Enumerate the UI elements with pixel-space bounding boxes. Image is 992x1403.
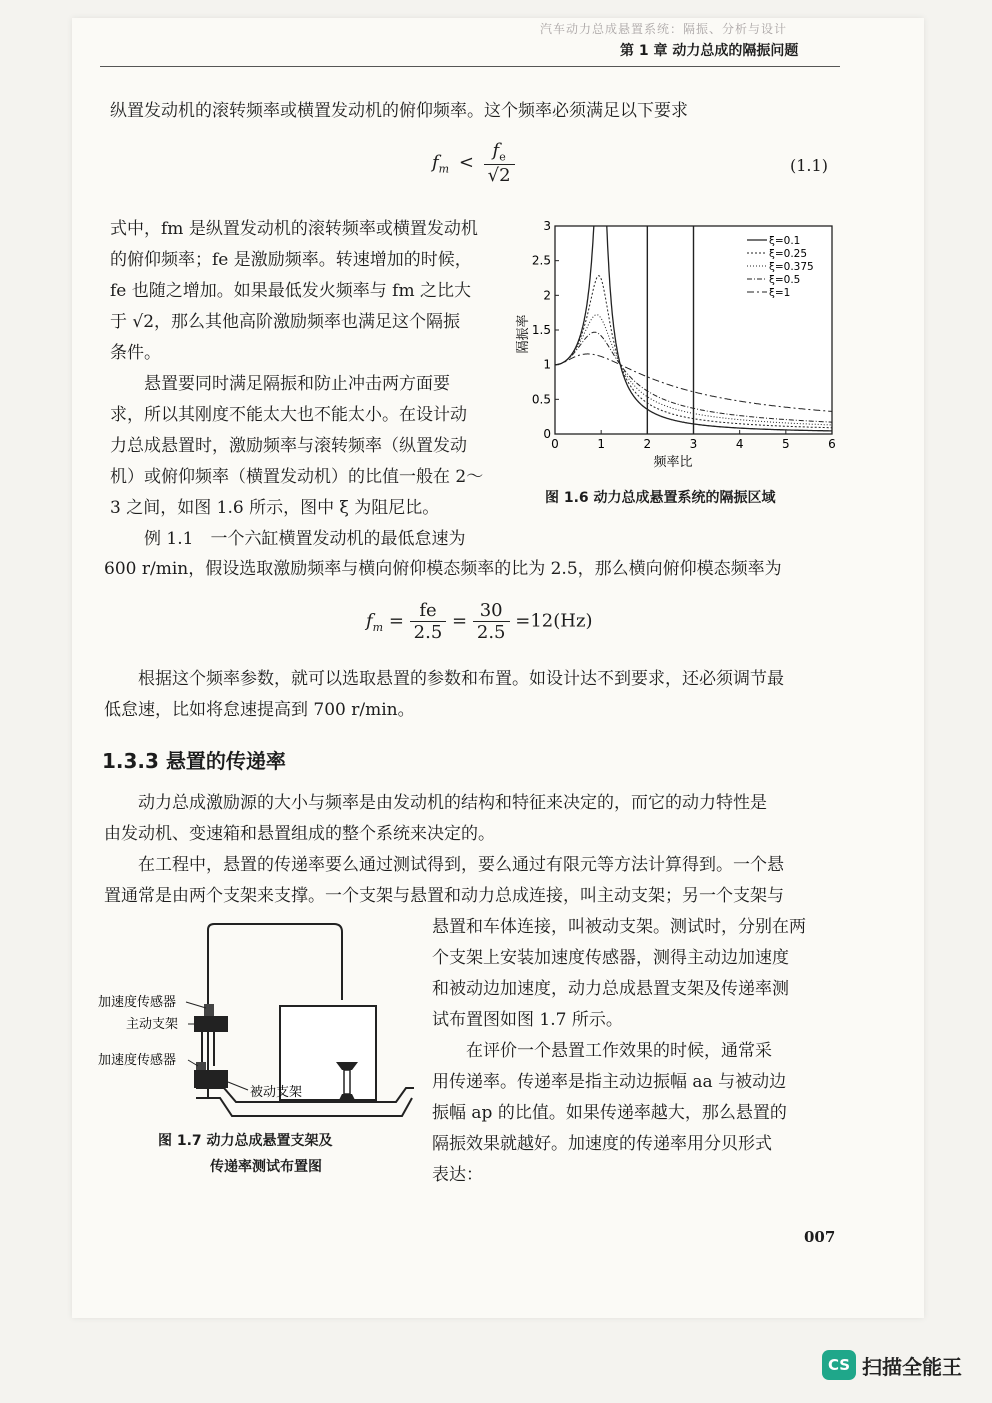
left-line-5: 悬置要同时满足隔振和防止冲击两方面要: [110, 374, 450, 394]
cs-logo-icon: CS: [822, 1350, 856, 1380]
para3-line-0: 动力总成激励源的大小与频率是由发动机的结构和特征来决定的，而它的动力特性是: [104, 793, 767, 813]
legend-label-2: ξ=0.375: [769, 261, 814, 273]
equation-number-1-1: (1.1): [790, 156, 828, 175]
right-line-3: 试布置图如图 1.7 所示。: [432, 1010, 623, 1030]
chapter-header: 第 1 章 动力总成的隔振问题: [620, 43, 799, 59]
right-line-6: 振幅 ap 的比值。如果传递率越大，那么悬置的: [432, 1103, 787, 1123]
para3-line-1: 由发动机、变速箱和悬置组成的整个系统来决定的。: [104, 824, 495, 844]
eq2-fraction-1: [410, 600, 447, 643]
equation-example: $f_m$ = $\frac{fe}{2.5}$ = $\frac{30}{2.5}$ =12(Hz): [366, 600, 593, 643]
watermark-text: 扫描全能王: [862, 1354, 962, 1379]
y-tick-label-3: 1.5: [531, 323, 551, 337]
left-line-3: 于 √2，那么其他高阶激励频率也满足这个隔振: [110, 312, 461, 332]
leader-sensor-1: [186, 1002, 206, 1008]
eq1-lhs: f: [432, 151, 439, 173]
eq2-frac2-den: 2.5: [476, 622, 506, 643]
sensor-1: [204, 1004, 214, 1016]
right-line-8: 表达：: [432, 1165, 483, 1185]
chart-xlabel: 频率比: [653, 455, 693, 470]
y-tick-label-0: 0: [543, 427, 551, 441]
para2-line-0: 根据这个频率参数，就可以选取悬置的参数和布置。如设计达不到要求，还必须调节最: [104, 669, 784, 689]
figure-1-6-chart: [515, 212, 845, 474]
para3-line-2: 在工程中，悬置的传递率要么通过测试得到，要么通过有限元等方法计算得到。一个悬: [104, 855, 784, 875]
right-line-4: 在评价一个悬置工作效果的时候，通常采: [432, 1041, 772, 1061]
eq1-op: <: [458, 151, 474, 173]
legend-label-3: ξ=0.5: [769, 274, 801, 286]
paragraph-3: [104, 788, 784, 912]
para2-line-1: 低怠速，比如将怠速提高到 700 r/min。: [104, 700, 415, 720]
example-line-1: 例 1.1 一个六缸横置发动机的最低怠速为: [110, 529, 466, 549]
x-tick-label-6: 6: [828, 437, 836, 451]
header-faint-title: 汽车动力总成悬置系统：隔振、分析与设计: [540, 22, 788, 36]
active-bracket-block: [194, 1016, 228, 1032]
eq1-den: √2: [487, 164, 511, 186]
x-tick-label-0: 0: [551, 437, 559, 451]
right-line-1: 个支架上安装加速度传感器，测得主动边加速度: [432, 948, 789, 968]
figure-1-6-caption: 图 1.6 动力总成悬置系统的隔振区域: [545, 490, 776, 506]
leader-passive: [228, 1082, 248, 1090]
x-tick-label-2: 2: [643, 437, 652, 451]
paragraph-2: [104, 664, 784, 726]
left-column-text: [110, 214, 510, 524]
section-heading: 1.3.3 悬置的传递率: [102, 749, 286, 773]
y-tick-label-2: 1: [543, 357, 551, 372]
equation-1-1: [432, 140, 515, 186]
y-tick-label-4: 2: [543, 288, 551, 303]
eq2-fraction-2: [473, 600, 510, 643]
right-line-2: 和被动边加速度，动力总成悬置支架及传递率测: [432, 979, 789, 999]
para3-line-3: 置通常是由两个支架来支撑。一个支架与悬置和动力总成连接，叫主动支架；另一个支架与: [104, 886, 784, 906]
figure-1-7-caption-line-1: 图 1.7 动力总成悬置支架及: [158, 1133, 333, 1149]
left-line-4: 条件。: [110, 343, 161, 363]
left-line-8: 机）或俯仰频率（横置发动机）的比值一般在 2～: [110, 467, 484, 487]
chart-ylabel: 隔振率: [516, 314, 531, 354]
legend-label-0: ξ=0.1: [769, 235, 801, 247]
legend-label-1: ξ=0.25: [769, 248, 808, 260]
eq1-num-sub: e: [499, 150, 506, 164]
x-tick-label-5: 5: [782, 437, 790, 451]
y-tick-label-6: 3: [543, 219, 551, 233]
left-line-1: 的俯仰频率；fe 是激励频率。转速增加的时候，: [110, 250, 472, 270]
eq2-frac1-den: 2.5: [413, 622, 443, 643]
label-passive-bracket: 被动支架: [250, 1085, 303, 1100]
example-line-2: 600 r/min，假设选取激励频率与横向俯仰模态频率的比为 2.5，那么横向俯仰模态频率为: [104, 559, 782, 579]
right-column-text: [432, 912, 842, 1191]
paragraph-1: 纵置发动机的滚转频率或横置发动机的俯仰频率。这个频率必须满足以下要求: [110, 101, 688, 121]
eq1-num: f: [492, 140, 500, 161]
figure-1-7-caption-line-2: 传递率测试布置图: [210, 1159, 322, 1175]
eq2-lhs: f: [366, 610, 373, 632]
right-line-0: 悬置和车体连接，叫被动支架。测试时，分别在两: [432, 917, 806, 937]
eq1-lhs-sub: m: [438, 162, 450, 176]
right-mount-post: [344, 1070, 350, 1094]
eq1-fraction: [484, 140, 515, 186]
left-line-9: 3 之间，如图 1.6 所示，图中 ξ 为阻尼比。: [110, 498, 440, 518]
eq2-lhs-sub: m: [372, 621, 384, 635]
right-line-7: 隔振效果就越好。加速度的传递率用分贝形式: [432, 1134, 772, 1154]
x-tick-label-4: 4: [735, 437, 744, 451]
eq2-result: =12(Hz): [515, 610, 593, 632]
left-line-6: 求，所以其刚度不能太大也不能太小。在设计动: [110, 405, 467, 425]
left-line-7: 力总成悬置时，激励频率与滚转频率（纵置发动: [110, 436, 467, 456]
header-rule: [100, 66, 840, 67]
eq2-frac2-num: 30: [473, 600, 510, 622]
left-line-2: fe 也随之增加。如果最低发火频率与 fm 之比大: [110, 281, 471, 301]
right-line-5: 用传递率。传递率是指主动边振幅 aa 与被动边: [432, 1072, 787, 1092]
left-line-0: 式中，fm 是纵置发动机的滚转频率或横置发动机: [110, 219, 478, 239]
x-tick-label-3: 3: [689, 437, 698, 451]
label-sensor-1: 加速度传感器: [98, 995, 177, 1010]
scanner-watermark: [822, 1350, 962, 1380]
figure-1-7-diagram: [96, 920, 416, 1120]
passive-bracket-block: [194, 1070, 228, 1088]
y-tick-label-5: 2.5: [531, 253, 551, 268]
x-tick-label-1: 1: [597, 437, 605, 451]
page-number: 007: [804, 1228, 836, 1246]
label-sensor-2: 加速度传感器: [98, 1053, 177, 1068]
eq2-frac1-num: fe: [410, 600, 447, 622]
label-active-bracket: 主动支架: [126, 1017, 179, 1032]
y-tick-label-1: 0.5: [531, 392, 551, 407]
legend-label-4: ξ=1: [769, 287, 791, 299]
